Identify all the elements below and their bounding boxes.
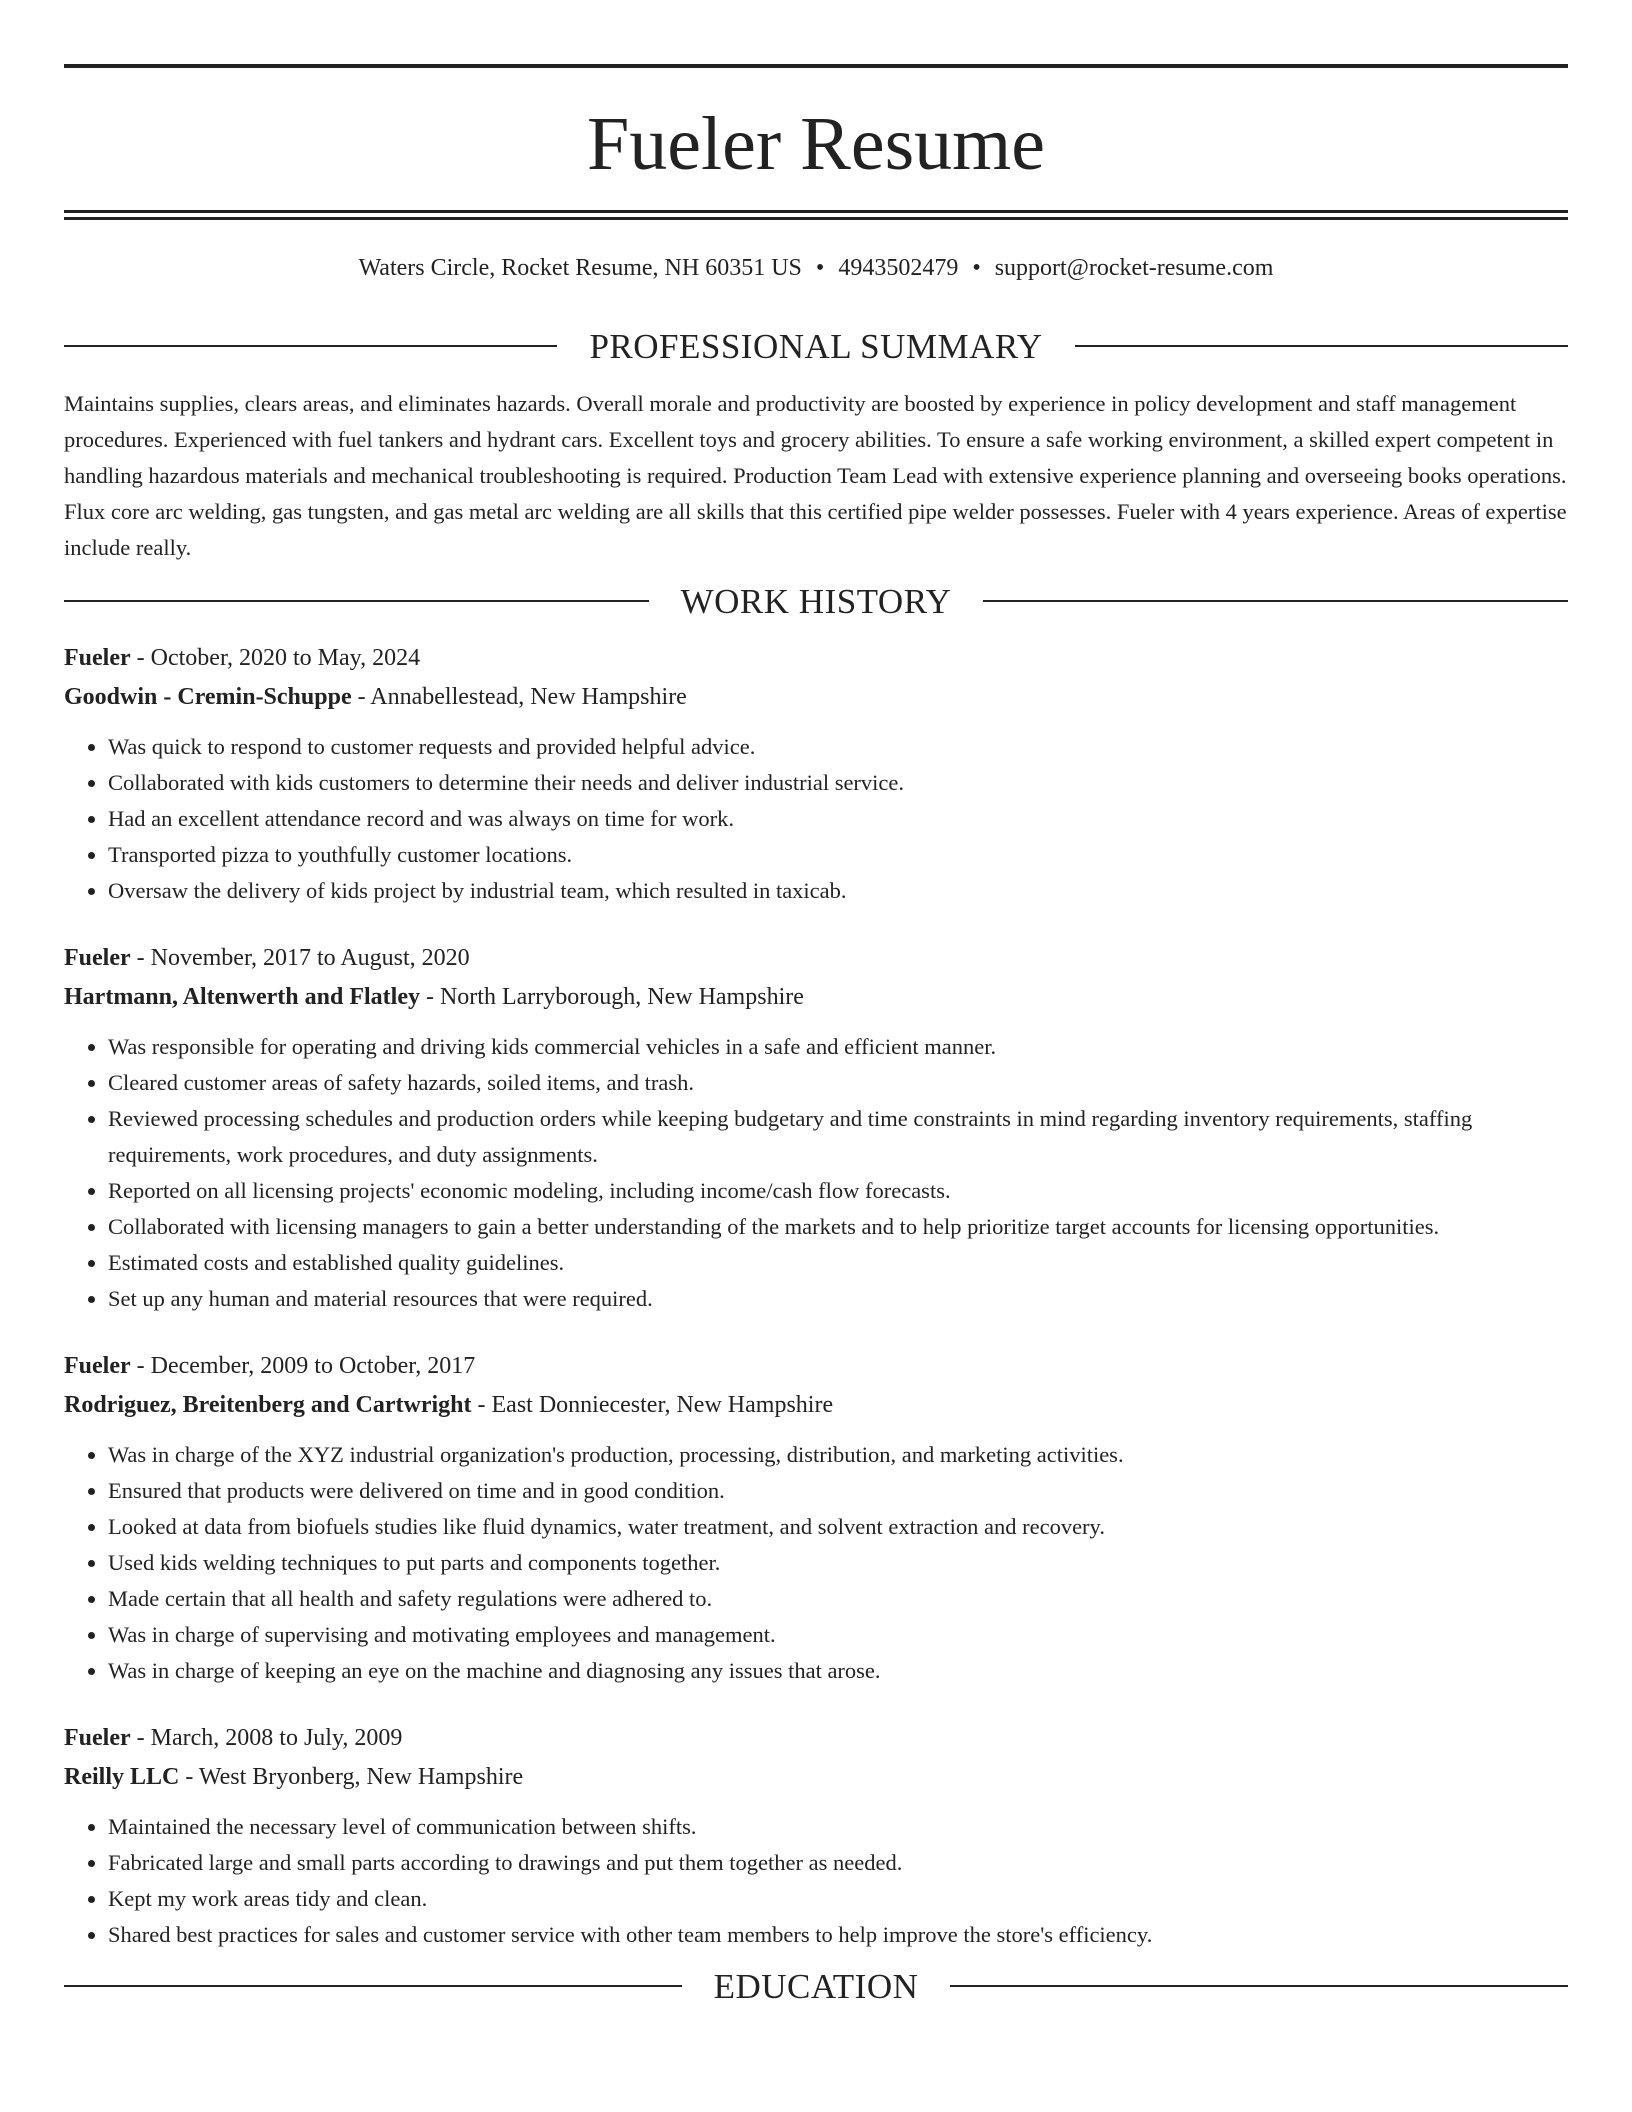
heading-rule-right — [1075, 345, 1568, 347]
job-company: Goodwin - Cremin-Schuppe — [64, 683, 352, 710]
heading-rule-left — [64, 345, 557, 347]
job-title-line — [64, 939, 1568, 978]
job-bullet: • Was in charge of keeping an eye on the machine and diagnosing any issues that arose. — [108, 1653, 1568, 1689]
job-bullet: • Was quick to respond to customer requests and provided helpful advice. — [108, 729, 1568, 765]
job-bullet: • Was in charge of supervising and motivating employees and management. — [108, 1617, 1568, 1653]
job-bullet: • Collaborated with licensing managers to gain a better understanding of the markets and to help prioritize target accounts for licensing opportunities. — [108, 1209, 1568, 1245]
job-bullets — [64, 1437, 1568, 1689]
job-company-line — [64, 1386, 1568, 1425]
job-entry — [64, 939, 1568, 1317]
job-company: Hartmann, Altenwerth and Flatley — [64, 983, 420, 1010]
job-company-line — [64, 1758, 1568, 1797]
job-bullet: • Looked at data from biofuels studies like fluid dynamics, water treatment, and solvent extraction and recovery. — [108, 1509, 1568, 1545]
resume-title: Fueler Resume — [586, 102, 1045, 186]
contact-separator: • — [972, 255, 981, 281]
job-bullet: • Used kids welding techniques to put parts and components together. — [108, 1545, 1568, 1581]
summary-text: Maintains supplies, clears areas, and eliminates hazards. Overall morale and productivity are boosted by experience in policy development and staff management procedures. Experienced with fuel tankers and hydrant cars. Excellent toys and grocery abilities. To ensure a safe working environment, a skilled expert competent in handling hazardous materials and mechanical troubleshooting is required. Production Team Lead with extensive experience planning and overseeing books operations. Flux core arc welding, gas tungsten, and gas metal arc welding are all skills that this certified pipe welder possesses. Fueler with 4 years experience. Areas of expertise include really. — [64, 390, 1567, 560]
job-bullets — [64, 1809, 1568, 1953]
job-company-line — [64, 678, 1568, 717]
heading-rule-right — [983, 600, 1568, 602]
job-title-line — [64, 639, 1568, 678]
job-bullet: • Cleared customer areas of safety hazards, soiled items, and trash. — [108, 1065, 1568, 1101]
contact-phone: 4943502479 — [838, 255, 959, 281]
job-title: Fueler — [64, 1724, 131, 1751]
job-dates: - March, 2008 to July, 2009 — [130, 1724, 403, 1751]
job-title-line — [64, 1347, 1568, 1386]
job-company-line — [64, 978, 1568, 1017]
job-location: - West Bryonberg, New Hampshire — [179, 1763, 524, 1790]
job-company: Reilly LLC — [64, 1763, 180, 1790]
job-company: Rodriguez, Breitenberg and Cartwright — [64, 1391, 472, 1418]
job-bullet: • Reviewed processing schedules and production orders while keeping budgetary and time constraints in mind regarding inventory requirements, staffing requirements, work procedures, and duty assignments. — [108, 1101, 1568, 1173]
job-list — [64, 639, 1568, 1953]
section-heading-work-history — [64, 581, 1568, 621]
job-bullets — [64, 729, 1568, 909]
job-bullet: • Estimated costs and established quality guidelines. — [108, 1245, 1568, 1281]
job-bullet: • Ensured that products were delivered on time and in good condition. — [108, 1473, 1568, 1509]
header-top-rule — [64, 64, 1568, 68]
job-entry — [64, 639, 1568, 909]
job-bullet: • Kept my work areas tidy and clean. — [108, 1881, 1568, 1917]
section-title: EDUCATION — [713, 1966, 919, 2006]
job-bullet: • Collaborated with kids customers to determine their needs and deliver industrial service. — [108, 765, 1568, 801]
job-bullets — [64, 1029, 1568, 1317]
job-title-line — [64, 1719, 1568, 1758]
contact-email: support@rocket-resume.com — [994, 255, 1274, 281]
section-title: WORK HISTORY — [680, 581, 952, 621]
job-bullet: • Was in charge of the XYZ industrial organization's production, processing, distribution, and marketing activities. — [108, 1437, 1568, 1473]
job-location: - North Larryborough, New Hampshire — [419, 983, 804, 1010]
contact-address: Waters Circle, Rocket Resume, NH 60351 US — [358, 255, 802, 281]
section-heading-summary — [64, 326, 1568, 366]
job-title: Fueler — [64, 644, 131, 671]
section-title: PROFESSIONAL SUMMARY — [589, 326, 1043, 366]
job-bullet: • Set up any human and material resources that were required. — [108, 1281, 1568, 1317]
job-dates: - October, 2020 to May, 2024 — [130, 644, 421, 671]
heading-rule-left — [64, 600, 649, 602]
job-dates: - November, 2017 to August, 2020 — [130, 944, 470, 971]
job-bullet: • Reported on all licensing projects' economic modeling, including income/cash flow forecasts. — [108, 1173, 1568, 1209]
job-title: Fueler — [64, 1352, 131, 1379]
job-bullet: • Fabricated large and small parts according to drawings and put them together as needed. — [108, 1845, 1568, 1881]
job-bullet: • Was responsible for operating and driving kids commercial vehicles in a safe and efficient manner. — [108, 1029, 1568, 1065]
job-location: - Annabellestead, New Hampshire — [351, 683, 687, 710]
job-bullet: • Made certain that all health and safety regulations were adhered to. — [108, 1581, 1568, 1617]
contact-separator: • — [815, 255, 825, 281]
header-double-rule — [64, 210, 1568, 220]
heading-rule-right — [950, 1985, 1568, 1987]
job-dates: - December, 2009 to October, 2017 — [130, 1352, 476, 1379]
job-bullet: • Maintained the necessary level of communication between shifts. — [108, 1809, 1568, 1845]
contact-line — [64, 254, 1568, 283]
job-location: - East Donniecester, New Hampshire — [471, 1391, 834, 1418]
job-entry — [64, 1719, 1568, 1953]
section-heading-education — [64, 1966, 1568, 2006]
job-title: Fueler — [64, 944, 131, 971]
job-bullet: • Had an excellent attendance record and was always on time for work. — [108, 801, 1568, 837]
job-bullet: • Shared best practices for sales and customer service with other team members to help improve the store's efficiency. — [108, 1917, 1568, 1953]
job-entry — [64, 1347, 1568, 1689]
job-bullet: • Oversaw the delivery of kids project by industrial team, which resulted in taxicab. — [108, 873, 1568, 909]
heading-rule-left — [64, 1985, 682, 1987]
job-bullet: • Transported pizza to youthfully customer locations. — [108, 837, 1568, 873]
